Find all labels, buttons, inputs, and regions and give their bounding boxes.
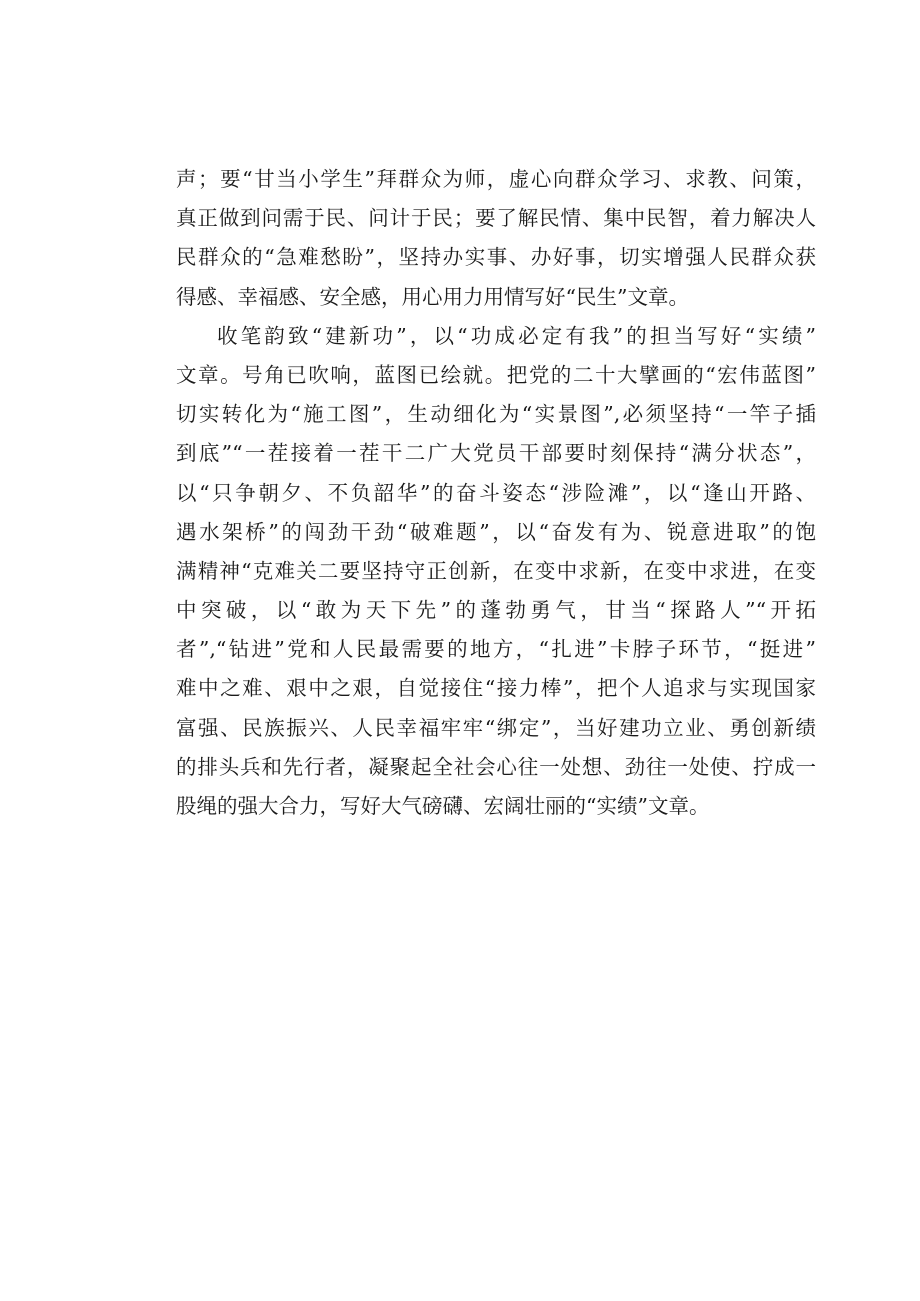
paragraph-line: 得感、幸福感、安全感，用心用力用情写好“民生”文章。: [176, 284, 689, 309]
paragraph-1: [176, 160, 816, 317]
paragraph-line: 到底”“一茬接着一茬干二广大党员干部要时刻保持“满分状态”，: [176, 441, 816, 466]
paragraph-line: 难中之难、艰中之艰，自觉接住“接力棒”，把个人追求与实现国家: [176, 676, 816, 701]
paragraph-line: 文章。号角已吹响，蓝图已绘就。把党的二十大擘画的“宏伟蓝图”: [176, 362, 816, 387]
paragraph-line: 股绳的强大合力，写好大气磅礴、宏阔壮丽的“实绩”文章。: [176, 794, 710, 818]
paragraph-line: 遇水架桥”的闯劲干劲“破难题”，以“奋发有为、锐意进取”的饱: [176, 519, 816, 544]
paragraph-line: 富强、民族振兴、人民幸福牢牢“绑定”，当好建功立业、勇创新绩: [176, 715, 816, 740]
paragraph-line: 声；要“甘当小学生”拜群众为师，虚心向群众学习、求教、问策，: [176, 167, 816, 191]
paragraph-2: [176, 317, 816, 826]
paragraph-line: 满精神“克难关二要坚持守正创新，在变中求新，在变中求进，在变: [176, 558, 816, 583]
document-body: [176, 160, 816, 826]
paragraph-line: 的排头兵和先行者，凝聚起全社会心往一处想、劲往一处使、拧成一: [176, 754, 816, 779]
paragraph-line: 切实转化为“施工图”，生动细化为“实景图”,必须坚持“一竿子插: [176, 402, 816, 427]
paragraph-line: 民群众的“急难愁盼”，坚持办实事、办好事，切实增强人民群众获: [176, 245, 816, 270]
paragraph-line: 收笔韵致“建新功”，以“功成必定有我”的担当写好“实绩”: [217, 323, 816, 348]
paragraph-line: 以“只争朝夕、不负韶华”的奋斗姿态“涉险滩”，以“逢山开路、: [176, 480, 816, 505]
paragraph-line: 真正做到问需于民、问计于民；要了解民情、集中民智，着力解决人: [176, 206, 816, 231]
paragraph-line: 者”,“钻进”党和人民最需要的地方，“扎进”卡脖子环节，“挺进”: [176, 637, 816, 662]
paragraph-line: 中突破，以“敢为天下先”的蓬勃勇气，甘当“探路人”“开拓: [176, 598, 816, 623]
